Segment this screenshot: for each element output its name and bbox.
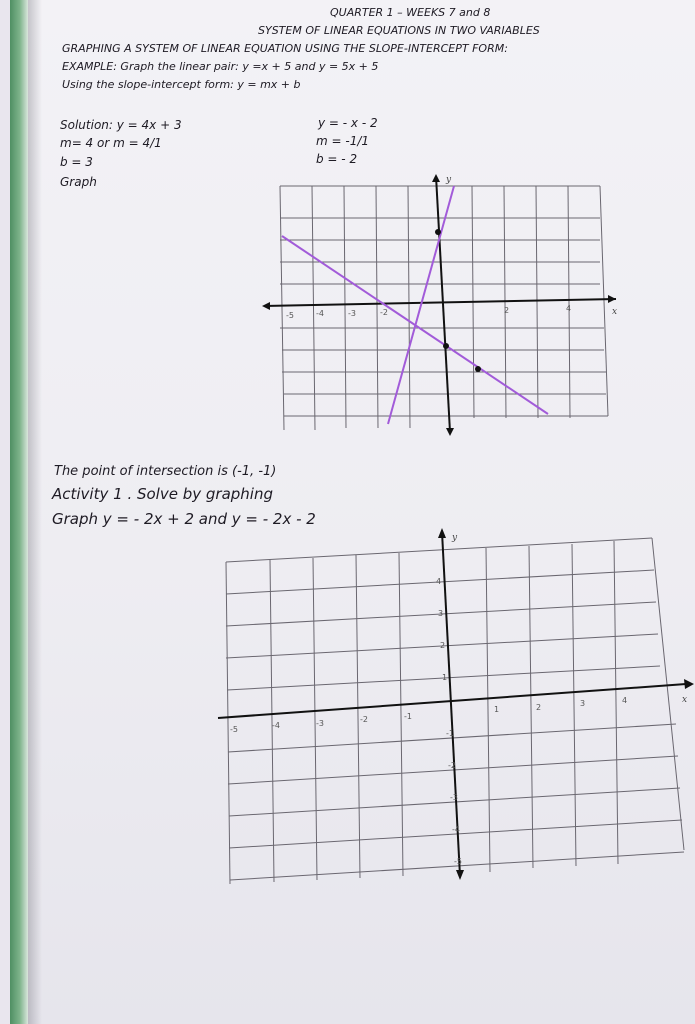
activity-title: Activity 1 . Solve by graphing xyxy=(52,485,273,503)
x-tick: -1 xyxy=(404,712,412,721)
y-arrow-down-icon xyxy=(456,870,464,880)
x-tick: 2 xyxy=(536,703,542,712)
x-tick: -5 xyxy=(286,311,294,320)
form-line: Using the slope-intercept form: y = mx + b xyxy=(62,78,301,91)
solution-eq-2: y = - x - 2 xyxy=(318,116,378,130)
solution-intercept-2: b = - 2 xyxy=(316,152,358,166)
x-axis-label: x xyxy=(682,695,688,705)
y-arrow-icon xyxy=(438,528,446,538)
x-tick: -2 xyxy=(380,308,388,317)
x-tick: -3 xyxy=(348,309,356,318)
x-tick: -2 xyxy=(360,715,368,724)
header-line-1: QUARTER 1 – WEEKS 7 and 8 xyxy=(330,6,491,19)
worksheet-page xyxy=(10,0,695,1024)
activity-graph xyxy=(10,0,695,1024)
solution-slope-1: m= 4 or m = 4/1 xyxy=(60,136,162,150)
y-tick: -3 xyxy=(450,793,458,802)
x-tick: 4 xyxy=(566,304,572,313)
x-tick: 2 xyxy=(504,306,510,315)
y-tick: -2 xyxy=(448,761,456,770)
y-axis-label: y xyxy=(452,533,458,543)
x-tick: -4 xyxy=(272,721,280,730)
y-tick: -5 xyxy=(454,857,462,866)
y-tick: -4 xyxy=(452,825,460,834)
solution-intercept-1: b = 3 xyxy=(60,155,93,169)
x-tick: -3 xyxy=(316,719,324,728)
intro-heading: GRAPHING A SYSTEM OF LINEAR EQUATION USING THE SLOPE-INTERCEPT FORM: xyxy=(62,42,508,55)
y-axis-label: y xyxy=(446,175,452,185)
solution-slope-2: m = -1/1 xyxy=(316,134,370,148)
x-tick: 4 xyxy=(622,696,628,705)
y-tick: 4 xyxy=(436,577,442,586)
solution-eq-1: Solution: y = 4x + 3 xyxy=(60,118,182,132)
y-tick: 3 xyxy=(438,609,444,618)
header-line-2: SYSTEM OF LINEAR EQUATIONS IN TWO VARIABLES xyxy=(258,24,540,37)
example-line: EXAMPLE: Graph the linear pair: y =x + 5 and y = 5x + 5 xyxy=(62,60,379,73)
x-axis-label: x xyxy=(612,307,618,317)
graph-label: Graph xyxy=(60,175,97,189)
y-tick: -1 xyxy=(446,729,454,738)
y-tick: 1 xyxy=(442,673,448,682)
x-tick: -5 xyxy=(230,725,238,734)
y-tick: 2 xyxy=(440,641,446,650)
x-tick: -4 xyxy=(316,309,324,318)
activity-task: Graph y = - 2x + 2 and y = - 2x - 2 xyxy=(52,510,316,528)
x-arrow-icon xyxy=(684,679,694,689)
intersection-result: The point of intersection is (-1, -1) xyxy=(54,464,277,479)
x-tick: 3 xyxy=(580,699,586,708)
x-tick: 1 xyxy=(494,705,500,714)
